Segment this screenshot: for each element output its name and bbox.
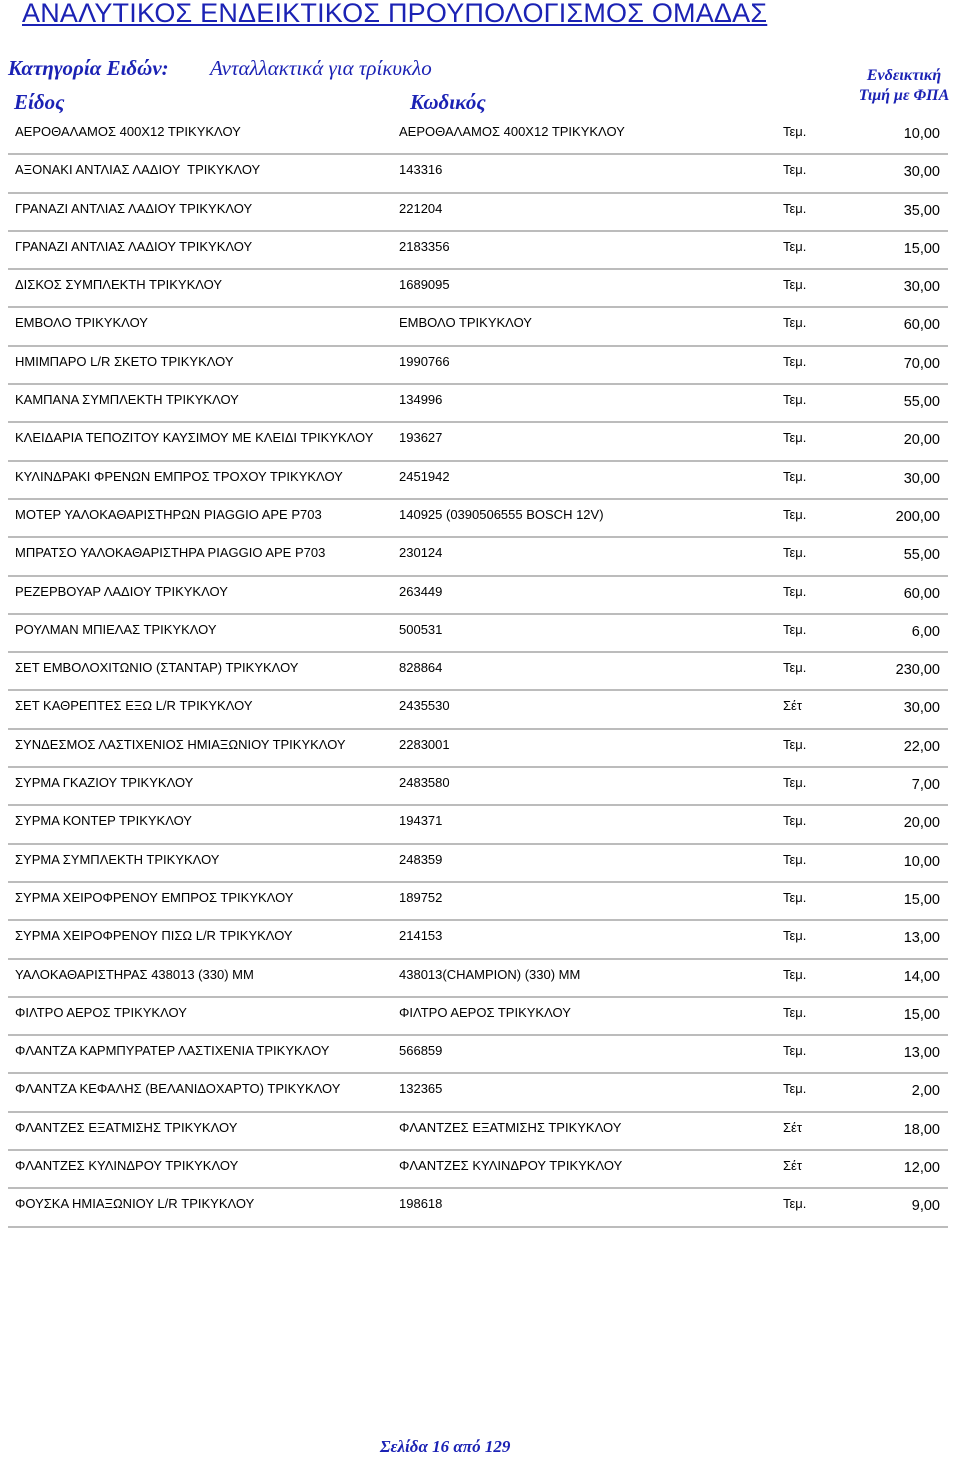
row-item-code: ΕΜΒΟΛΟ ΤΡΙΚΥΚΛΟΥ [399, 315, 532, 331]
row-item-name: ΔΙΣΚΟΣ ΣΥΜΠΛΕΚΤΗ ΤΡΙΚΥΚΛΟΥ [15, 277, 223, 293]
row-item-code: 1689095 [399, 277, 450, 293]
row-item-name: ΑΕΡΟΘΑΛΑΜΟΣ 400Χ12 ΤΡΙΚΥΚΛΟΥ [15, 124, 241, 139]
row-item-unit: Σέτ [783, 698, 802, 714]
row-item-code: 140925 (0390506555 BOSCH 12V) [399, 506, 604, 522]
row-item-name: ΜΟΤΕΡ ΥΑΛΟΚΑΘΑΡΙΣΤΗΡΩΝ PIAGGIO APE P703 [15, 506, 322, 522]
row-item-price: 30,00 [903, 279, 940, 296]
row-item-unit: Τεμ. [783, 660, 807, 676]
column-header-item: Είδος [14, 90, 65, 114]
table-row [8, 500, 948, 538]
row-item-unit: Τεμ. [783, 277, 807, 293]
row-item-price: 55,00 [903, 394, 940, 411]
row-item-name: ΦΛΑΝΤΖΑ ΚΕΦΑΛΗΣ (ΒΕΛΑΝΙΔΟΧΑΡΤΟ) ΤΡΙΚΥΚΛΟΥ [15, 1081, 341, 1097]
row-item-price: 60,00 [903, 585, 940, 602]
row-item-name: ΓΡΑΝΑΖΙ ΑΝΤΛΙΑΣ ΛΑΔΙΟΥ ΤΡΙΚΥΚΛΟΥ [15, 200, 253, 216]
row-item-code: 214153 [399, 928, 443, 944]
row-item-unit: Τεμ. [783, 315, 807, 331]
row-item-unit: Τεμ. [783, 238, 807, 254]
row-item-code: 193627 [399, 430, 443, 446]
row-item-name: ΦΛΑΝΤΖΑ ΚΑΡΜΠΥΡΑΤΕΡ ΛΑΣΤΙΧΕΝΙΑ ΤΡΙΚΥΚΛΟΥ [15, 1043, 330, 1059]
row-item-unit: Τεμ. [783, 621, 807, 637]
row-item-name: ΣΕΤ ΕΜΒΟΛΟΧΙΤΩΝΙΟ (ΣΤΑΝΤΑΡ) ΤΡΙΚΥΚΛΟΥ [15, 660, 299, 676]
row-item-name: ΦΛΑΝΤΖΕΣ ΚΥΛΙΝΔΡΟΥ ΤΡΙΚΥΚΛΟΥ [15, 1158, 239, 1174]
row-item-name: ΥΑΛΟΚΑΘΑΡΙΣΤΗΡΑΣ 438013 (330) ΜΜ [15, 966, 254, 982]
row-item-name: ΗΜΙΜΠΑΡΟ L/R ΣΚΕΤΟ ΤΡΙΚΥΚΛΟΥ [15, 353, 234, 369]
table-row [8, 423, 948, 461]
row-item-price: 55,00 [903, 547, 940, 564]
row-item-name: ΡΟΥΛΜΑΝ ΜΠΙΕΛΑΣ ΤΡΙΚΥΚΛΟΥ [15, 621, 217, 637]
row-item-code: 248359 [399, 851, 443, 867]
row-item-name: ΣΥΡΜΑ ΧΕΙΡΟΦΡΕΝΟΥ ΕΜΠΡΟΣ ΤΡΙΚΥΚΛΟΥ [15, 889, 294, 905]
row-item-code: ΦΛΑΝΤΖΕΣ ΕΞΑΤΜΙΣΗΣ ΤΡΙΚΥΚΛΟΥ [399, 1119, 622, 1135]
row-item-unit: Τεμ. [783, 124, 807, 139]
table-row [8, 883, 948, 921]
row-item-unit: Τεμ. [783, 545, 807, 561]
row-item-name: ΦΟΥΣΚΑ ΗΜΙΑΞΩΝΙΟΥ L/R ΤΡΙΚΥΚΛΟΥ [15, 1196, 255, 1212]
row-item-name: ΓΡΑΝΑΖΙ ΑΝΤΛΙΑΣ ΛΑΔΙΟΥ ΤΡΙΚΥΚΛΟΥ [15, 238, 253, 254]
table-row [8, 960, 948, 998]
row-item-price: 14,00 [903, 968, 940, 985]
row-item-price: 30,00 [903, 700, 940, 717]
row-item-price: 30,00 [903, 164, 940, 181]
row-item-price: 20,00 [903, 815, 940, 832]
row-item-code: 194371 [399, 813, 443, 829]
column-header-code: Κωδικός [410, 90, 486, 114]
row-item-unit: Τεμ. [783, 889, 807, 905]
row-item-code: 189752 [399, 889, 443, 905]
row-item-price: 70,00 [903, 355, 940, 372]
row-item-price: 22,00 [903, 738, 940, 755]
row-item-price: 10,00 [903, 126, 940, 142]
row-item-name: ΦΙΛΤΡΟ ΑΕΡΟΣ ΤΡΙΚΥΚΛΟΥ [15, 1004, 187, 1020]
category-label: Κατηγορία Ειδών: [8, 56, 169, 80]
row-item-unit: Τεμ. [783, 353, 807, 369]
row-item-price: 30,00 [903, 470, 940, 487]
row-item-unit: Τεμ. [783, 928, 807, 944]
row-item-price: 10,00 [903, 853, 940, 870]
row-item-name: ΚΑΜΠΑΝΑ ΣΥΜΠΛΕΚΤΗ ΤΡΙΚΥΚΛΟΥ [15, 392, 239, 408]
table-row [8, 691, 948, 729]
row-item-code: ΦΛΑΝΤΖΕΣ ΚΥΛΙΝΔΡΟΥ ΤΡΙΚΥΚΛΟΥ [399, 1158, 623, 1174]
row-item-price: 6,00 [911, 623, 940, 640]
row-item-unit: Τεμ. [783, 468, 807, 484]
row-item-unit: Σέτ [783, 1119, 802, 1135]
page-number: Σελίδα 16 από 129 [380, 1437, 511, 1456]
table-row [8, 577, 948, 615]
table-row [8, 1189, 948, 1227]
row-item-unit: Τεμ. [783, 851, 807, 867]
row-item-name: ΣΥΝΔΕΣΜΟΣ ΛΑΣΤΙΧΕΝΙΟΣ ΗΜΙΑΞΩΝΙΟΥ ΤΡΙΚΥΚΛΟΥ [15, 736, 346, 752]
table-row [8, 462, 948, 500]
row-item-code: 2183356 [399, 238, 450, 254]
row-item-code: 438013(CHAMPION) (330) MM [399, 966, 581, 982]
row-item-unit: Τεμ. [783, 1004, 807, 1020]
row-item-code: ΦΙΛΤΡΟ ΑΕΡΟΣ ΤΡΙΚΥΚΛΟΥ [399, 1004, 571, 1020]
row-item-price: 35,00 [903, 202, 940, 219]
row-item-name: ΡΕΖΕΡΒΟΥΑΡ ΛΑΔΙΟΥ ΤΡΙΚΥΚΛΟΥ [15, 583, 228, 599]
table-row [8, 117, 948, 155]
table-row [8, 232, 948, 270]
row-item-price: 9,00 [911, 1198, 940, 1215]
table-row [8, 308, 948, 346]
row-item-unit: Τεμ. [783, 430, 807, 446]
table-row [8, 270, 948, 308]
row-item-unit: Τεμ. [783, 1081, 807, 1097]
row-item-name: ΕΜΒΟΛΟ ΤΡΙΚΥΚΛΟΥ [15, 315, 148, 331]
row-item-price: 15,00 [903, 240, 940, 257]
table-row [8, 653, 948, 691]
row-item-code: 221204 [399, 200, 443, 216]
table-row [8, 998, 948, 1036]
row-item-price: 18,00 [903, 1121, 940, 1138]
row-item-name: ΜΠΡΑΤΣΟ ΥΑΛΟΚΑΘΑΡΙΣΤΗΡΑ PIAGGIO APE P703 [15, 545, 326, 561]
row-item-price: 2,00 [911, 1083, 940, 1100]
row-item-code: 134996 [399, 392, 443, 408]
column-header-price-line2: Τιμή με ΦΠΑ [858, 87, 950, 104]
row-item-code: 132365 [399, 1081, 443, 1097]
table-row [8, 768, 948, 806]
row-item-code: ΑΕΡΟΘΑΛΑΜΟΣ 400Χ12 ΤΡΙΚΥΚΛΟΥ [399, 124, 625, 139]
table-row [8, 921, 948, 959]
row-item-code: 263449 [399, 583, 443, 599]
row-item-name: ΦΛΑΝΤΖΕΣ ΕΞΑΤΜΙΣΗΣ ΤΡΙΚΥΚΛΟΥ [15, 1119, 238, 1135]
column-header-price-line1: Ενδεικτική [866, 67, 942, 84]
row-item-code: 500531 [399, 621, 443, 637]
category-value: Ανταλλακτικά για τρίκυκλο [210, 56, 432, 80]
row-item-unit: Τεμ. [783, 506, 807, 522]
row-item-price: 15,00 [903, 1006, 940, 1023]
table-row [8, 806, 948, 844]
row-item-unit: Τεμ. [783, 1196, 807, 1212]
row-item-unit: Τεμ. [783, 775, 807, 791]
row-item-name: ΣΕΤ ΚΑΘΡΕΠΤΕΣ ΕΞΩ L/R ΤΡΙΚΥΚΛΟΥ [15, 698, 253, 714]
table-row [8, 1074, 948, 1112]
row-item-price: 12,00 [903, 1160, 940, 1177]
table-row [8, 1151, 948, 1189]
row-item-code: 198618 [399, 1196, 443, 1212]
table-row [8, 538, 948, 576]
row-item-name: ΚΥΛΙΝΔΡΑΚΙ ΦΡΕΝΩΝ ΕΜΠΡΟΣ ΤΡΟΧΟΥ ΤΡΙΚΥΚΛΟΥ [15, 468, 343, 484]
row-item-unit: Τεμ. [783, 200, 807, 216]
row-item-unit: Τεμ. [783, 813, 807, 829]
table-row [8, 155, 948, 193]
items-table [8, 117, 948, 1228]
document-title: ΑΝΑΛΥΤΙΚΟΣ ΕΝΔΕΙΚΤΙΚΟΣ ΠΡΟΥΠΟΛΟΓΙΣΜΟΣ ΟΜΑΔΑΣ [22, 0, 768, 28]
row-item-code: 2435530 [399, 698, 450, 714]
row-item-code: 1990766 [399, 353, 450, 369]
row-item-name: ΣΥΡΜΑ ΧΕΙΡΟΦΡΕΝΟΥ ΠΙΣΩ L/R ΤΡΙΚΥΚΛΟΥ [15, 928, 293, 944]
row-item-unit: Σέτ [783, 1158, 802, 1174]
table-row [8, 615, 948, 653]
row-item-price: 15,00 [903, 891, 940, 908]
row-item-price: 7,00 [911, 777, 940, 794]
row-item-price: 20,00 [903, 432, 940, 449]
row-item-unit: Τεμ. [783, 736, 807, 752]
row-item-price: 13,00 [903, 930, 940, 947]
row-item-unit: Τεμ. [783, 966, 807, 982]
table-row [8, 730, 948, 768]
table-row [8, 385, 948, 423]
row-item-code: 2283001 [399, 736, 450, 752]
row-item-price: 13,00 [903, 1045, 940, 1062]
row-item-price: 60,00 [903, 317, 940, 334]
table-row [8, 845, 948, 883]
row-item-price: 230,00 [895, 662, 940, 679]
table-row [8, 347, 948, 385]
row-item-unit: Τεμ. [783, 583, 807, 599]
row-item-name: ΑΞΟΝΑΚΙ ΑΝΤΛΙΑΣ ΛΑΔΙΟΥ ΤΡΙΚΥΚΛΟΥ [15, 162, 261, 178]
row-item-name: ΣΥΡΜΑ ΣΥΜΠΛΕΚΤΗ ΤΡΙΚΥΚΛΟΥ [15, 851, 220, 867]
row-item-name: ΣΥΡΜΑ ΚΟΝΤΕΡ ΤΡΙΚΥΚΛΟΥ [15, 813, 192, 829]
row-item-code: 230124 [399, 545, 443, 561]
row-item-code: 2483580 [399, 775, 450, 791]
row-item-name: ΚΛΕΙΔΑΡΙΑ ΤΕΠΟΖΙΤΟΥ ΚΑΥΣΙΜΟΥ ΜΕ ΚΛΕΙΔΙ ΤΡΙΚΥΚΛΟΥ [15, 430, 374, 446]
row-item-code: 2451942 [399, 468, 450, 484]
row-item-name: ΣΥΡΜΑ ΓΚΑΖΙΟΥ ΤΡΙΚΥΚΛΟΥ [15, 775, 194, 791]
table-row [8, 1036, 948, 1074]
table-row [8, 1113, 948, 1151]
row-item-unit: Τεμ. [783, 162, 807, 178]
row-item-unit: Τεμ. [783, 392, 807, 408]
table-row [8, 194, 948, 232]
row-item-code: 566859 [399, 1043, 443, 1059]
row-item-unit: Τεμ. [783, 1043, 807, 1059]
row-item-price: 200,00 [895, 508, 940, 525]
row-item-code: 143316 [399, 162, 443, 178]
row-item-code: 828864 [399, 660, 443, 676]
